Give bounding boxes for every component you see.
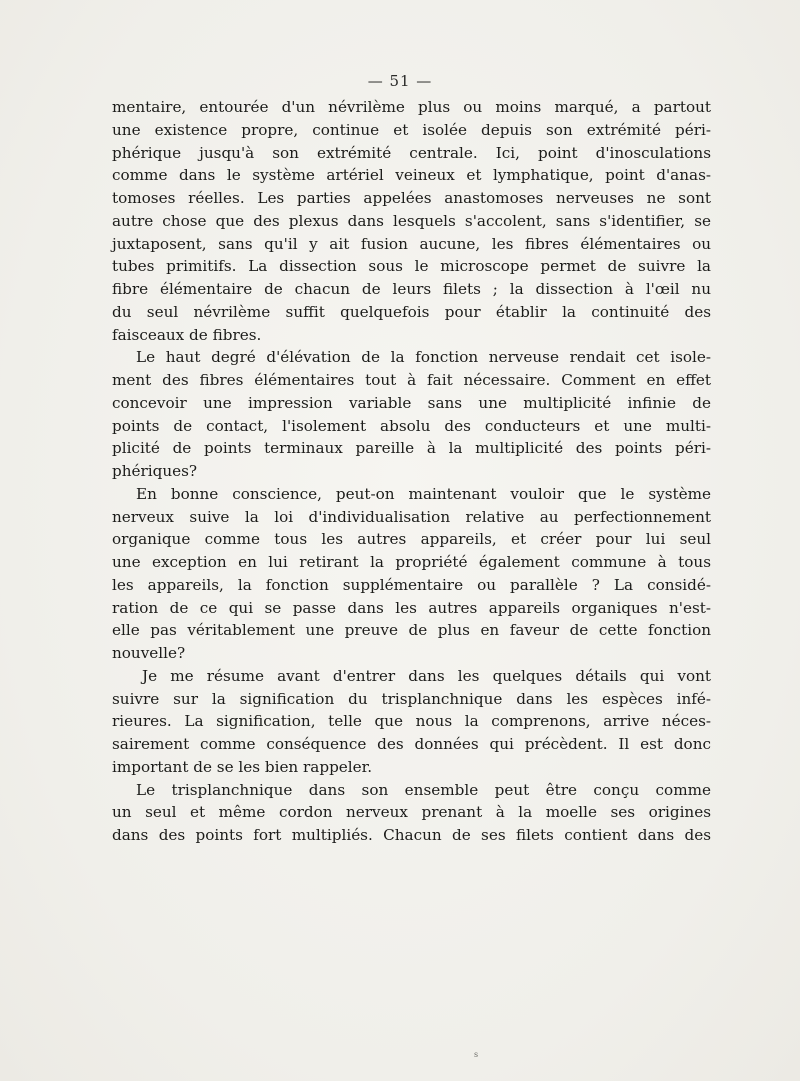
text-line: les appareils, la fonction supplémentaire ou parallèle ? La considé- [112,575,711,594]
text-line: autre chose que des plexus dans lesquels s'accolent, sans s'identifier, se [112,211,711,230]
body-text [112,96,711,847]
text-line: En bonne conscience, peut-on maintenant vouloir que le système [136,484,711,503]
paragraph-3 [112,483,711,665]
paragraph-1 [112,96,711,346]
text-line: concevoir une impression variable sans une multiplicité infinie de [112,393,711,412]
text-line: fibre élémentaire de chacun de leurs filets ; la dissection à l'œil nu [112,280,711,298]
text-line: points de contact, l'isolement absolu des conducteurs et une multi- [112,416,711,435]
text-line: tubes primitifs. La dissection sous le microscope permet de suivre la [112,257,711,276]
text-line: ration de ce qui se passe dans les autres appareils organiques n'est- [112,598,711,617]
text-line: organique comme tous les autres appareils, et créer pour lui seul [112,530,711,549]
text-line: Le trisplanchnique dans son ensemble peut être conçu comme [136,780,711,799]
text-line: Le haut degré d'élévation de la fonction nerveuse rendait cet isole- [136,348,711,367]
text-line: phérique jusqu'à son extrémité centrale. Ici, point d'inosculations [112,143,711,162]
text-line: mentaire, entourée d'un névrilème plus ou moins marqué, a partout [112,98,711,116]
text-line: une existence propre, continue et isolée depuis son extrémité péri- [112,120,711,139]
page-number: — 51 — [367,72,433,90]
text-line: comme dans le système artériel veineux et lymphatique, point d'anas- [112,166,711,185]
paragraph-4 [112,665,711,779]
text-line: ment des fibres élémentaires tout à fait nécessaire. Comment en effet [112,371,711,389]
text-line: un seul et même cordon nerveux prenant à la moelle ses origines [112,803,711,822]
text-line: suivre sur la signification du trisplanchnique dans les espèces infé- [112,689,711,708]
paragraph-5 [112,779,711,847]
paragraph-2 [112,346,711,483]
text-line: faisceaux de fibres. [112,325,262,344]
text-line: une exception en lui retirant la propriété également commune à tous [112,553,711,571]
text-line: nerveux suive la loi d'individualisation relative au perfectionnement [112,507,711,526]
printer-mark: s [474,1050,479,1059]
text-line: important de se les bien rappeler. [112,757,373,776]
text-line: du seul névrilème suffit quelquefois pour établir la continuité des [112,302,711,321]
text-line: juxtaposent, sans qu'il y ait fusion aucune, les fibres élémentaires ou [112,234,711,253]
text-line: nouvelle? [112,644,186,662]
text-line: Je me résume avant d'entrer dans les quelques détails qui vont [142,666,711,685]
text-line: elle pas véritablement une preuve de plus en faveur de cette fonction [112,621,711,640]
text-line: tomoses réelles. Les parties appelées anastomoses nerveuses ne sont [112,189,711,207]
text-line: phériques? [112,462,198,480]
text-line: rieures. La signification, telle que nous la comprenons, arrive néces- [112,712,711,731]
text-line: plicité de points terminaux pareille à la multiplicité des points péri- [112,439,711,458]
text-line: sairement comme conséquence des données qui précèdent. Il est donc [112,735,711,753]
text-line: dans des points fort multipliés. Chacun de ses filets contient dans des [112,826,711,844]
